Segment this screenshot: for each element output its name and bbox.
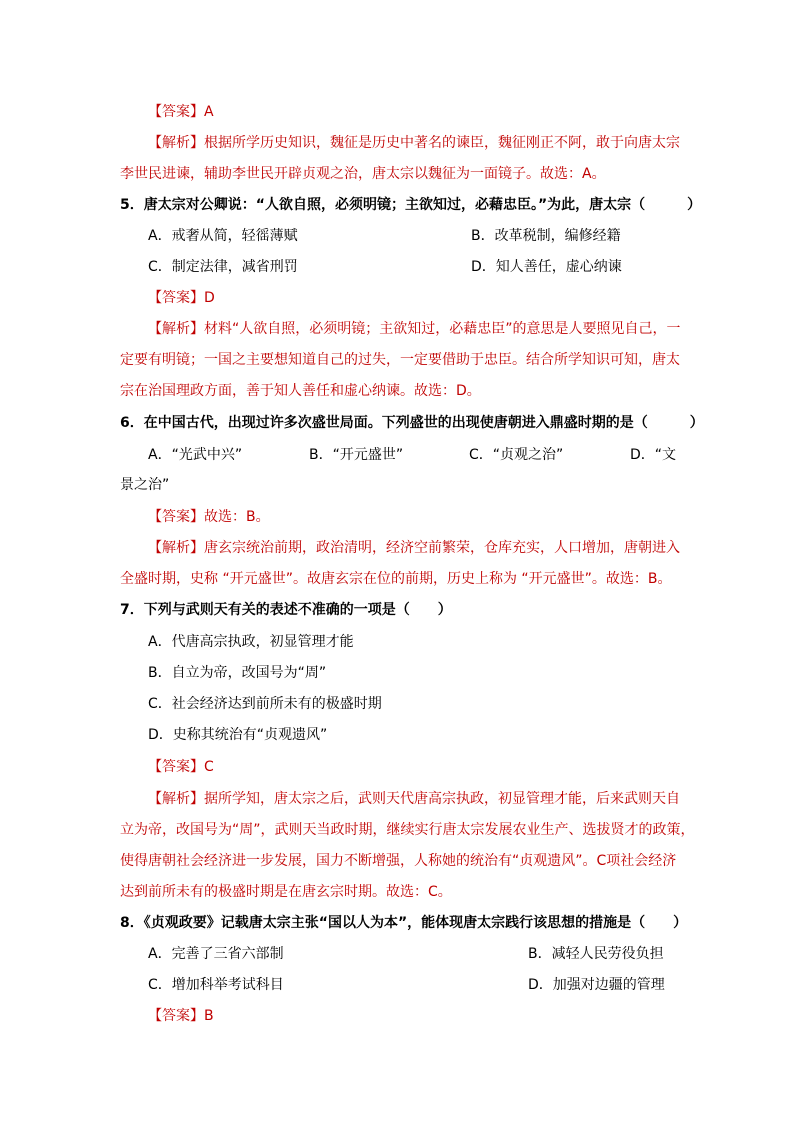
analysis-text: 材料“人欲自照，必须明镜；主欲知过，必藉忠臣”的意思是人要照见自己，一 xyxy=(204,321,681,337)
analysis-tag: 【解析】 xyxy=(148,791,204,807)
analysis-tag: 【解析】 xyxy=(148,540,204,556)
answer-line xyxy=(148,288,215,308)
option-a: A．完善了三省六部制 xyxy=(148,946,284,962)
option-d: D．史称其统治有“贞观遗风” xyxy=(148,727,328,743)
option-d: D．“文 xyxy=(630,447,677,463)
answer-tag: 【答案】 xyxy=(148,1008,204,1024)
answer-tag: 【答案】 xyxy=(148,104,204,120)
answer-tag: 【答案】 xyxy=(148,759,204,775)
analysis-line xyxy=(148,789,680,809)
option-c: C．“贞观之治” xyxy=(469,447,564,463)
analysis-text: 根据所学历史知识，魏征是历史中著名的谏臣，魏征刚正不阿，敢于向唐太宗 xyxy=(204,135,680,151)
option-a: A．“光武中兴” xyxy=(148,447,243,463)
option-c: C．制定法律，减省刑罚 xyxy=(148,259,298,275)
option-b: B．改革税制，编修经籍 xyxy=(471,228,621,244)
option-b: B．“开元盛世” xyxy=(309,447,404,463)
answer-line xyxy=(148,1006,214,1026)
analysis-text: 唐玄宗统治前期，政治清明，经济空前繁荣，仓库充实，人口增加，唐朝进入 xyxy=(204,540,680,556)
option-a: A．代唐高宗执政，初显管理才能 xyxy=(148,634,354,650)
analysis-text: 定要有明镜；一国之主要想知道自己的过失，一定要借助于忠臣。结合所学知识可知，唐太 xyxy=(120,352,680,368)
question-stem: 8．《贞观政要》记载唐太宗主张“国以人为本”，能体现唐太宗践行该思想的措施是（ ） xyxy=(120,915,688,931)
option-a: A．戒奢从简，轻徭薄赋 xyxy=(148,228,298,244)
option-d: D．知人善任，虚心纳谏 xyxy=(471,259,622,275)
answer-line xyxy=(148,102,214,122)
answer-tag: 【答案】 xyxy=(148,290,204,306)
answer-value: D xyxy=(204,290,215,306)
analysis-tag: 【解析】 xyxy=(148,135,204,151)
question-stem: 6．在中国古代，出现过许多次盛世局面。下列盛世的出现使唐朝进入鼎盛时期的是（ ） xyxy=(120,415,704,431)
answer-line xyxy=(148,507,270,527)
analysis-text: 据所学知，唐太宗之后，武则天代唐高宗执政，初显管理才能，后来武则天自 xyxy=(204,791,680,807)
analysis-line xyxy=(148,133,680,153)
answer-value: C xyxy=(204,759,214,775)
option-c: C．增加科举考试科目 xyxy=(148,977,284,993)
answer-value: A xyxy=(204,104,214,120)
analysis-tag: 【解析】 xyxy=(148,321,204,337)
answer-line xyxy=(148,757,214,777)
analysis-text: 李世民进谏，辅助李世民开辟贞观之治，唐太宗以魏征为一面镜子。故选：A。 xyxy=(120,166,606,182)
option-b: B．减轻人民劳役负担 xyxy=(528,946,664,962)
analysis-line xyxy=(148,319,681,339)
analysis-text: 立为帝，改国号为“周”，武则天当政时期，继续实行唐太宗发展农业生产、选拔贤才的政策， xyxy=(120,822,695,838)
analysis-text: 宗在治国理政方面，善于知人善任和虚心纳谏。故选：D。 xyxy=(120,383,481,399)
analysis-text: 使得唐朝社会经济进一步发展，国力不断增强，人称她的统治有“贞观遗风”。C项社会经济 xyxy=(120,853,677,869)
question-stem: 7．下列与武则天有关的表述不准确的一项是（ ） xyxy=(120,602,452,618)
option-c: C．社会经济达到前所未有的极盛时期 xyxy=(148,696,382,712)
analysis-line xyxy=(148,538,680,558)
answer-value: 故选：B。 xyxy=(204,509,270,525)
option-b: B．自立为帝，改国号为“周” xyxy=(148,665,327,681)
option-d: D．加强对边疆的管理 xyxy=(528,977,665,993)
question-stem: 5．唐太宗对公卿说：“人欲自照，必须明镜；主欲知过，必藉忠臣。”为此，唐太宗（ ） xyxy=(120,197,702,213)
analysis-text: 全盛时期，史称 “开元盛世”。故唐玄宗在位的前期，历史上称为 “开元盛世”。故选：B。 xyxy=(120,571,672,587)
answer-tag: 【答案】 xyxy=(148,509,204,525)
option-d-continued: 景之治” xyxy=(120,477,170,493)
answer-value: B xyxy=(204,1008,214,1024)
analysis-text: 达到前所未有的极盛时期是在唐玄宗时期。故选：C。 xyxy=(120,884,452,900)
